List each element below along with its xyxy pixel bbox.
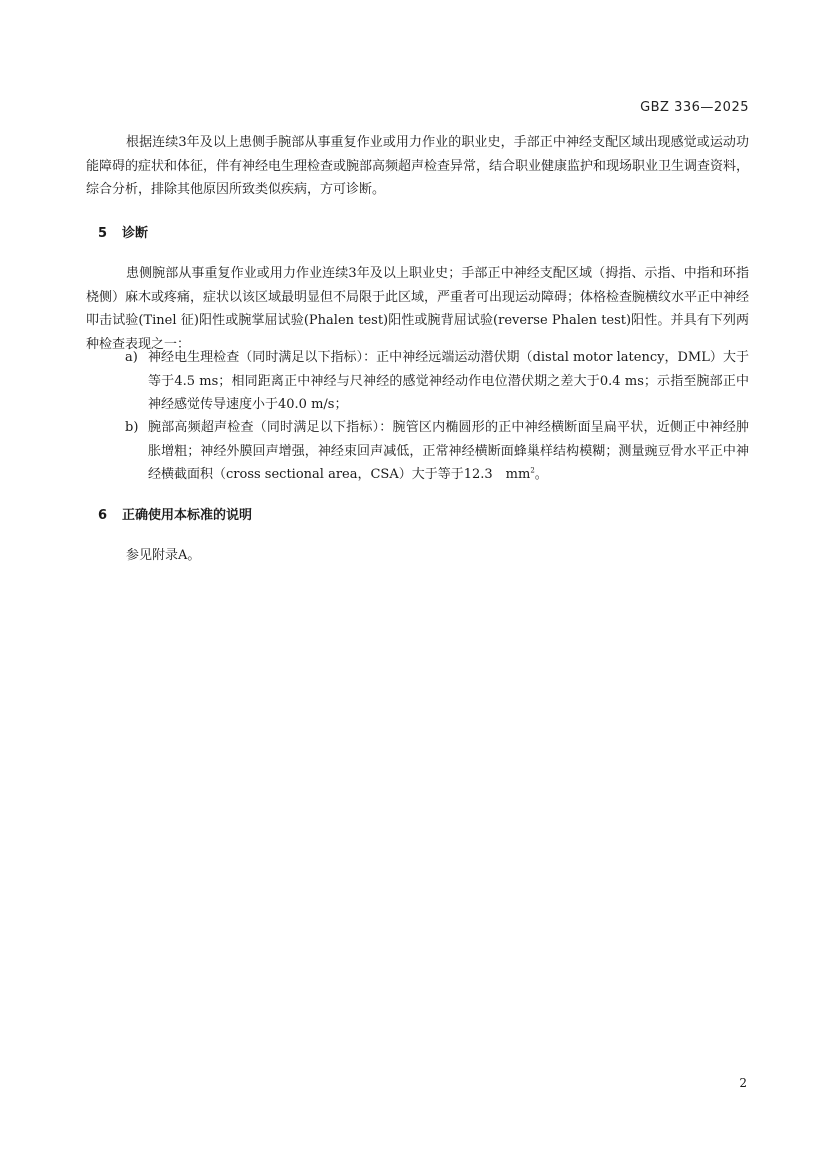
section-6-number: 6 (98, 508, 108, 523)
intro-paragraph: 根据连续3年及以上患侧手腕部从事重复作业或用力作业的职业史，手部正中神经支配区域出现感觉或运动功能障碍的症状和体征，伴有神经电生理检查或腕部高频超声检查异常，结合职业健康监护和现场职业卫生调查资料，综合分析，排除其他原因所致类似疾病，方可诊断。 (86, 135, 750, 197)
list-item-text: 腕部高频超声检查（同时满足以下指标）：腕管区内椭圆形的正中神经横断面呈扁平状，近侧正中神经肿胀增粗；神经外膜回声增强，神经束回声减低，正常神经横断面蜂巢样结构模糊；测量豌豆骨水平正中神经横截面积（cross sectional area，CSA）大于等于12.3 mm (148, 420, 749, 482)
list-item-label: b) (125, 420, 139, 435)
superscript-unit: 2 (530, 466, 535, 475)
section-6-title: 正确使用本标准的说明 (122, 508, 253, 523)
section-5-title: 诊断 (122, 226, 149, 241)
list-item-b (125, 416, 749, 487)
list-item-suffix: 。 (534, 467, 548, 482)
list-item-a (125, 346, 749, 417)
page-number: 2 (739, 1076, 747, 1090)
list-item-label: a) (125, 350, 138, 365)
section-6-paragraph: 参见附录A。 (126, 548, 201, 563)
section-5-number: 5 (98, 226, 108, 241)
section-5-heading (98, 222, 148, 241)
standard-id-header: GBZ 336—2025 (640, 100, 749, 115)
list-item-text: 神经电生理检查（同时满足以下指标）：正中神经远端运动潜伏期（distal motor latency，DML）大于等于4.5 ms；相同距离正中神经与尺神经的感觉神经动作电位潜伏期之差大于0.4 ms；示指至腕部正中神经感觉传导速度小于40.0 m/s； (148, 350, 749, 412)
section-5-paragraph: 患侧腕部从事重复作业或用力作业连续3年及以上职业史；手部正中神经支配区域（拇指、示指、中指和环指桡侧）麻木或疼痛，症状以该区域最明显但不局限于此区域，严重者可出现运动障碍；体格检查腕横纹水平正中神经叩击试验(Tinel 征)阳性或腕掌屈试验(Phalen test)阳性或腕背屈试验(reverse Phalen test)阳性。并具有下列两种检查表现之一： (86, 266, 750, 352)
list-item-body (125, 416, 749, 487)
section-6-heading (98, 504, 252, 523)
